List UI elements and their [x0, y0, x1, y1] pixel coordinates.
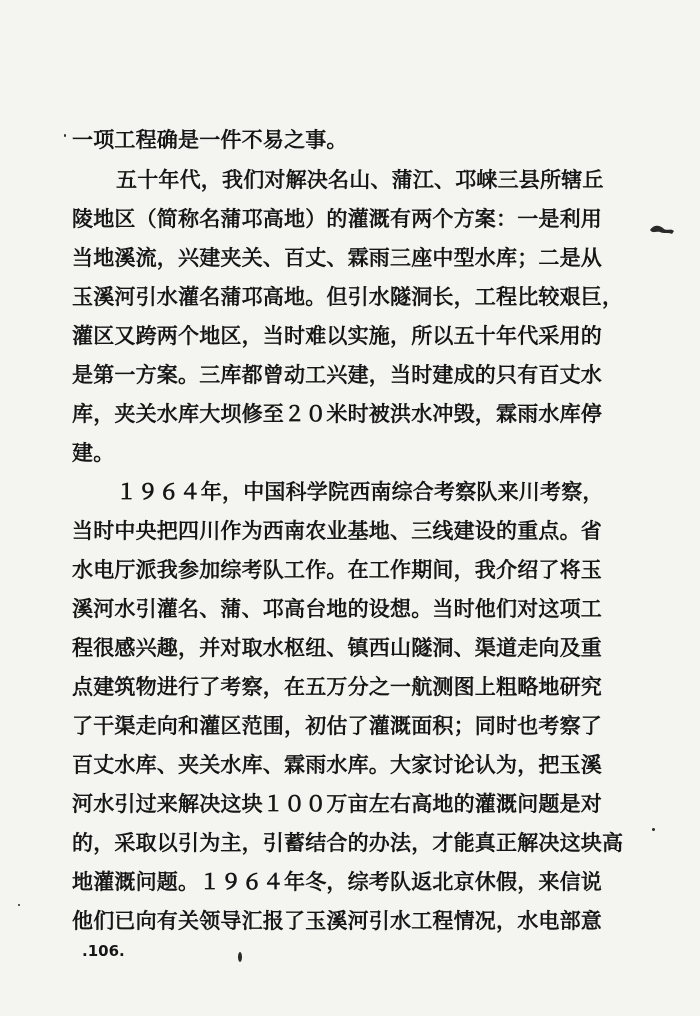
text-line: 当地溪流，兴建夹关、百丈、霖雨三座中型水库；二是从 [72, 245, 602, 270]
paragraph-start-line: 五十年代，我们对解决名山、蒲江、邛崃三县所辖丘 [116, 167, 604, 192]
text-line: 溪河水引灌名、蒲、邛高台地的设想。当时他们对这项工 [72, 596, 602, 621]
text-line: 是第一方案。三库都曾动工兴建，当时建成的只有百丈水 [72, 362, 602, 387]
text-line: 了干渠走向和灌区范围，初估了灌溉面积；同时也考察了 [72, 713, 602, 738]
ink-smudge [648, 222, 676, 236]
text-line: 程很感兴趣，并对取水枢纽、镇西山隧洞、渠道走向及重 [72, 635, 602, 660]
ink-speck [238, 952, 242, 962]
ink-speck [18, 904, 20, 906]
text-line: 一项工程确是一件不易之事。 [72, 127, 348, 152]
text-line: 地灌溉问题。１９６４年冬，综考队返北京休假，来信说 [72, 869, 602, 894]
page-number: .106. [82, 942, 125, 960]
ink-speck [64, 134, 66, 137]
text-line: 河水引过来解决这块１００万亩左右高地的灌溉问题是对 [72, 791, 602, 816]
ink-speck [652, 828, 655, 831]
text-line: 陵地区（简称名蒲邛高地）的灌溉有两个方案：一是利用 [72, 206, 602, 231]
text-line: 百丈水库、夹关水库、霖雨水库。大家讨论认为，把玉溪 [72, 752, 602, 777]
text-line: 他们已向有关领导汇报了玉溪河引水工程情况，水电部意 [72, 908, 602, 933]
text-line: 灌区又跨两个地区，当时难以实施，所以五十年代采用的 [72, 323, 602, 348]
text-line: 点建筑物进行了考察，在五万分之一航测图上粗略地研究 [72, 674, 602, 699]
text-line: 建。 [72, 440, 115, 465]
paragraph-start-line: １９６４年，中国科学院西南综合考察队来川考察， [116, 479, 604, 504]
text-line: 水电厅派我参加综考队工作。在工作期间，我介绍了将玉 [72, 557, 602, 582]
text-line: 库，夹关水库大坝修至２０米时被洪水冲毁，霖雨水库停 [72, 401, 602, 426]
text-line: 的，采取以引为主，引蓄结合的办法，才能真正解决这块高 [72, 830, 624, 855]
text-line: 当时中央把四川作为西南农业基地、三线建设的重点。省 [72, 518, 602, 543]
text-line: 玉溪河引水灌名蒲邛高地。但引水隧洞长，工程比较艰巨， [72, 284, 624, 309]
